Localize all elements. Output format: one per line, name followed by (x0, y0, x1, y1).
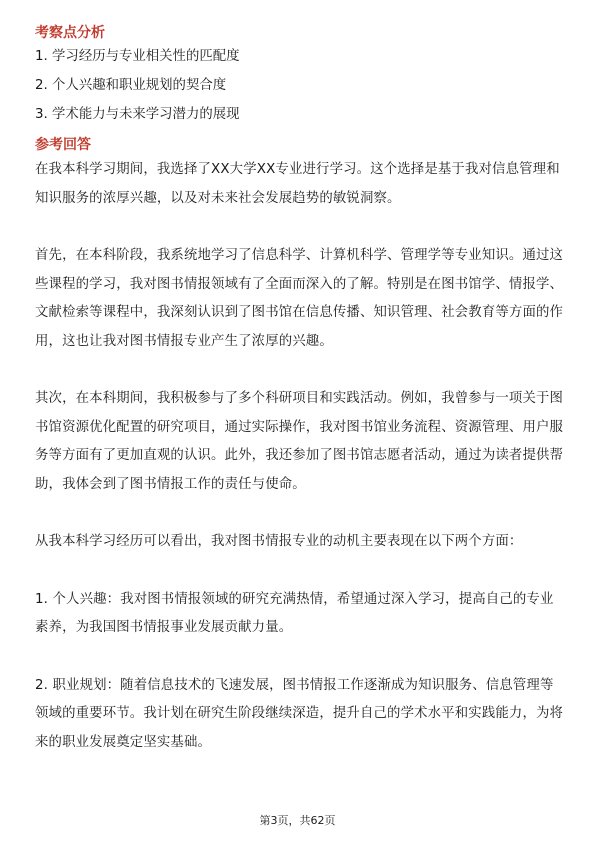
page-number: 第3页，共62页 (259, 814, 336, 827)
paragraph-spacer (35, 356, 565, 385)
answer-paragraph: 2. 职业规划：随着信息技术的飞速发展，图书情报工作逐渐成为知识服务、信息管理等领域的重要环节。我计划在研究生阶段继续深造，提升自己的学术水平和实践能力，为将来的职业发展奠定坚实基础。 (35, 677, 564, 750)
answer-paragraph: 首先，在本科阶段，我系统地学习了信息科学、计算机科学、管理学等专业知识。通过这些课程的学习，我对图书情报领域有了全面而深入的了解。特别是在图书馆学、情报学、文献检索等课程中，我深刻认识到了图书馆在信息传播、知识管理、社会教育等方面的作用，这也让我对图书情报专业产生了浓厚的兴趣。 (35, 248, 564, 349)
analysis-point: 2. 个人兴趣和职业规划的契合度 (35, 78, 227, 93)
paragraph-spacer (35, 499, 565, 528)
analysis-point: 3. 学术能力与未来学习潜力的展现 (35, 107, 240, 122)
answer-paragraph: 从我本科学习经历可以看出，我对图书情报专业的动机主要表现在以下两个方面： (35, 534, 523, 549)
analysis-point: 1. 学习经历与专业相关性的匹配度 (35, 49, 240, 64)
paragraph-spacer (35, 213, 565, 242)
answer-paragraph: 其次，在本科期间，我积极参与了多个科研项目和实践活动。例如，我曾参与一项关于图书馆资源优化配置的研究项目，通过实际操作，我对图书馆业务流程、资源管理、用户服务等方面有了更加直观的认识。此外，我还参加了图书馆志愿者活动，通过为读者提供帮助，我体会到了图书情报工作的责任与使命。 (35, 391, 564, 492)
page-content (35, 22, 565, 757)
answer-paragraph: 在我本科学习期间，我选择了XX大学XX专业进行学习。这个选择是基于我对信息管理和知识服务的浓厚兴趣，以及对未来社会发展趋势的敏锐洞察。 (35, 162, 560, 206)
paragraph-spacer (35, 643, 565, 672)
paragraph-spacer (35, 557, 565, 586)
answer-heading: 参考回答 (35, 137, 91, 153)
analysis-point-list (35, 47, 565, 125)
analysis-heading: 考察点分析 (35, 25, 105, 41)
answer-paragraph: 1. 个人兴趣：我对图书情报领域的研究充满热情，希望通过深入学习，提高自己的专业素养，为我国图书情报事业发展贡献力量。 (35, 591, 554, 635)
